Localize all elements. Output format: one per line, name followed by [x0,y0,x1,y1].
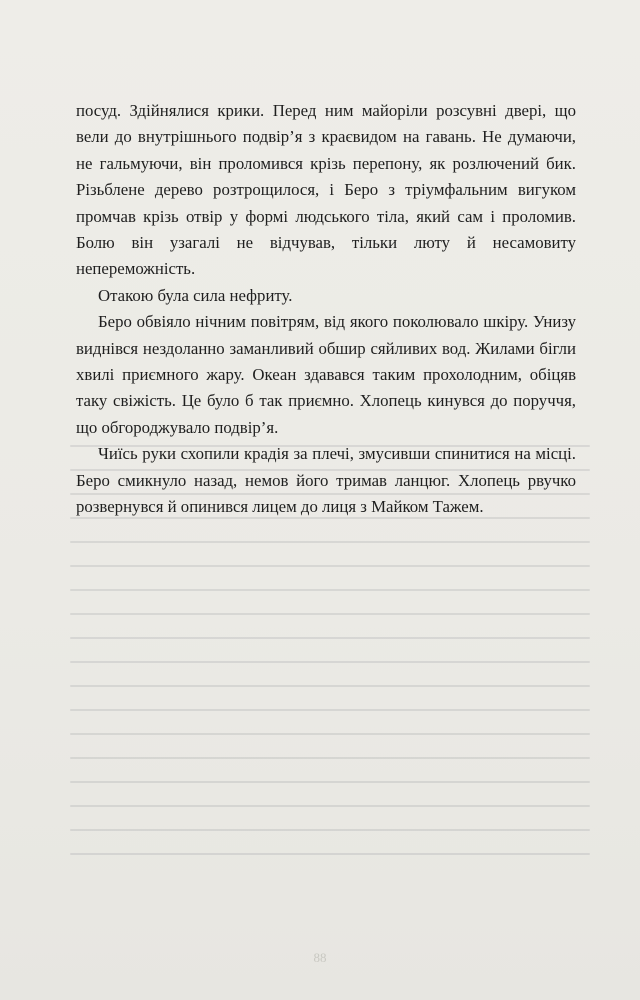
paragraph: посуд. Здійнялися крики. Перед ним майоріли розсувні двері, що вели до внутрішнього подвір’я з краєвидом на гавань. Не думаючи, не гальмуючи, він проломився крізь перепону, як розлючений бик. Різьблене дерево розтрощилося, і Беро з тріумфальним вигуком промчав крізь отвір у формі людського тіла, який сам і проломив. Болю він узагалі не відчував, тільки люту й несамовиту непереможність. [76,101,576,279]
paragraph: Беро обвіяло нічним повітрям, від якого поколювало шкіру. Унизу виднівся нездоланно заманливий обшир сяйливих вод. Жилами бігли хвилі приємного жару. Океан здавався таким прохолодним, обіцяв таку свіжість. Це було б так приємно. Хлопець кинувся до поруччя, що обгороджувало подвір’я. [76,312,576,437]
page-number: 88 [313,950,327,965]
paragraph: Чиїсь руки схопили крадія за плечі, змусивши спинитися на місці. Беро смикнуло назад, немов його тримав ланцюг. Хлопець рвучко розвернувся й опинився лицем до лиця з Майком Тажем. [76,444,576,517]
paragraph: Отакою була сила нефриту. [98,285,293,305]
body-text [76,98,576,521]
